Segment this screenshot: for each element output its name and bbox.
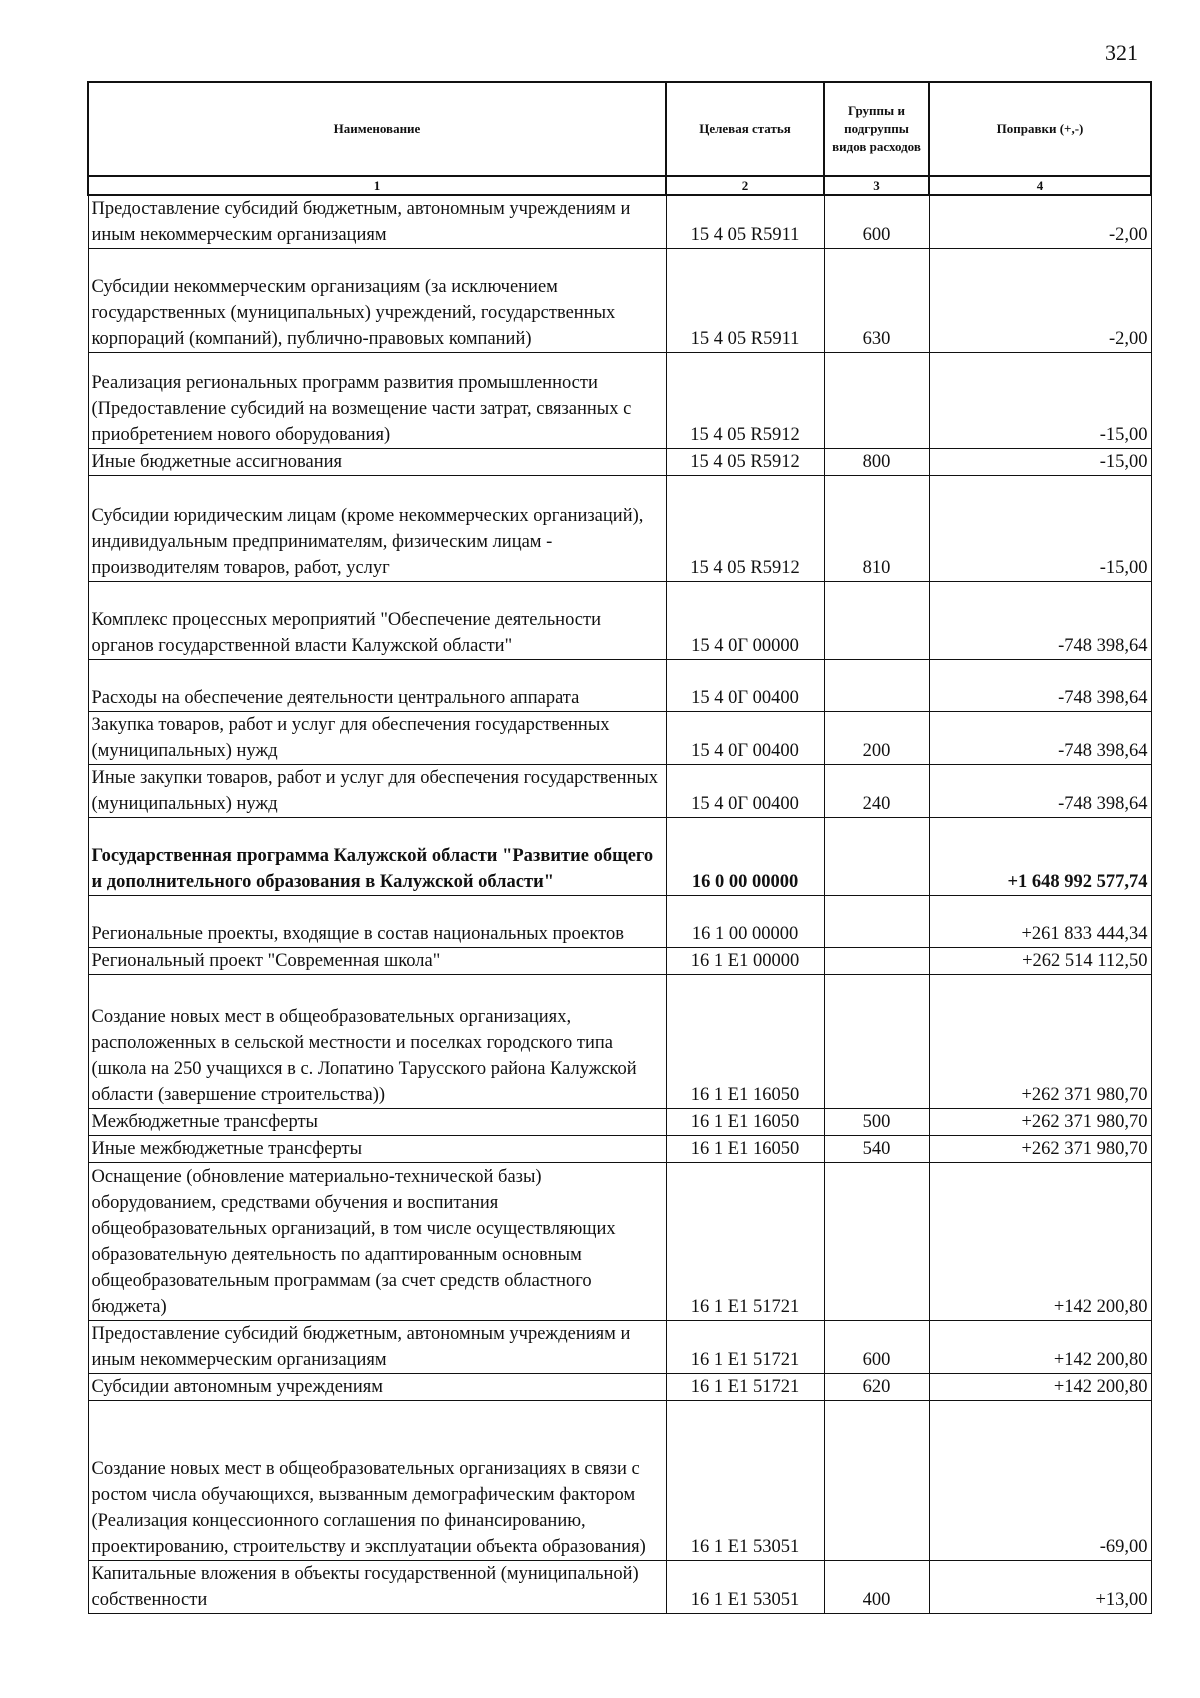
table-row (88, 660, 1151, 712)
table-header-row (88, 82, 1151, 176)
row-amendment: +262 371 980,70 (929, 1136, 1151, 1163)
row-amendment: +142 200,80 (929, 1163, 1151, 1321)
row-name: Иные закупки товаров, работ и услуг для обеспечения государственных (муниципальных) нужд (88, 765, 666, 818)
header-expense-groups: Группы и подгруппы видов расходов (824, 82, 929, 176)
row-amendment: -15,00 (929, 353, 1151, 449)
row-name: Реализация региональных программ развития промышленности (Предоставление субсидий на возмещение части затрат, связанных с приобретением нового оборудования) (88, 353, 666, 449)
column-number: 4 (929, 176, 1151, 195)
row-expense-group: 500 (824, 1109, 929, 1136)
table-row (88, 1401, 1151, 1561)
table-row (88, 249, 1151, 353)
row-expense-group (824, 1163, 929, 1321)
row-amendment: +142 200,80 (929, 1374, 1151, 1401)
row-expense-group (824, 975, 929, 1109)
row-expense-group: 620 (824, 1374, 929, 1401)
row-target-article: 15 4 05 R5912 (666, 476, 824, 582)
row-expense-group (824, 948, 929, 975)
table-row (88, 948, 1151, 975)
row-expense-group: 630 (824, 249, 929, 353)
row-expense-group (824, 582, 929, 660)
table-row (88, 712, 1151, 765)
row-expense-group: 800 (824, 449, 929, 476)
row-target-article: 16 1 E1 53051 (666, 1561, 824, 1614)
table-row (88, 896, 1151, 948)
row-name: Региональные проекты, входящие в состав национальных проектов (88, 896, 666, 948)
row-target-article: 15 4 0Г 00400 (666, 660, 824, 712)
column-number: 3 (824, 176, 929, 195)
table-row (88, 195, 1151, 249)
row-name: Закупка товаров, работ и услуг для обеспечения государственных (муниципальных) нужд (88, 712, 666, 765)
header-name: Наименование (88, 82, 666, 176)
row-amendment: -748 398,64 (929, 765, 1151, 818)
table-row (88, 449, 1151, 476)
row-amendment: +262 371 980,70 (929, 975, 1151, 1109)
row-amendment: +142 200,80 (929, 1321, 1151, 1374)
row-target-article: 16 1 E1 16050 (666, 1136, 824, 1163)
row-target-article: 16 1 E1 53051 (666, 1401, 824, 1561)
table-row (88, 1321, 1151, 1374)
row-target-article: 16 1 E1 51721 (666, 1374, 824, 1401)
row-name: Капитальные вложения в объекты государственной (муниципальной) собственности (88, 1561, 666, 1614)
row-amendment: -748 398,64 (929, 582, 1151, 660)
row-amendment: -748 398,64 (929, 712, 1151, 765)
row-amendment: -69,00 (929, 1401, 1151, 1561)
table-row (88, 765, 1151, 818)
table-row (88, 476, 1151, 582)
row-expense-group: 540 (824, 1136, 929, 1163)
row-name: Предоставление субсидий бюджетным, автономным учреждениям и иным некоммерческим организациям (88, 195, 666, 249)
page-number: 321 (1105, 40, 1138, 65)
row-name: Государственная программа Калужской области "Развитие общего и дополнительного образования в Калужской области" (88, 818, 666, 896)
row-name: Субсидии юридическим лицам (кроме некоммерческих организаций), индивидуальным предпринимателям, физическим лицам - производителям товаров, работ, услуг (88, 476, 666, 582)
row-expense-group (824, 818, 929, 896)
row-target-article: 16 1 E1 00000 (666, 948, 824, 975)
row-target-article: 16 0 00 00000 (666, 818, 824, 896)
row-target-article: 16 1 E1 51721 (666, 1321, 824, 1374)
row-amendment: -2,00 (929, 195, 1151, 249)
row-name: Региональный проект "Современная школа" (88, 948, 666, 975)
row-target-article: 15 4 05 R5911 (666, 195, 824, 249)
row-name: Иные межбюджетные трансферты (88, 1136, 666, 1163)
table-row (88, 582, 1151, 660)
header-amendments: Поправки (+,-) (929, 82, 1151, 176)
row-expense-group: 810 (824, 476, 929, 582)
row-target-article: 16 1 E1 16050 (666, 1109, 824, 1136)
row-amendment: -15,00 (929, 476, 1151, 582)
row-expense-group: 240 (824, 765, 929, 818)
row-name: Субсидии некоммерческим организациям (за исключением государственных (муниципальных) учреждений, государственных корпораций (компаний), публично-правовых компаний) (88, 249, 666, 353)
row-amendment: +261 833 444,34 (929, 896, 1151, 948)
row-name: Создание новых мест в общеобразовательных организациях, расположенных в сельской местности и поселках городского типа (школа на 250 учащихся в с. Лопатино Тарусского района Калужской области (завершение строительства)) (88, 975, 666, 1109)
row-amendment: +1 648 992 577,74 (929, 818, 1151, 896)
row-target-article: 16 1 E1 51721 (666, 1163, 824, 1321)
row-target-article: 15 4 05 R5912 (666, 449, 824, 476)
table-row-program-total (88, 818, 1151, 896)
row-expense-group (824, 896, 929, 948)
row-amendment: -15,00 (929, 449, 1151, 476)
budget-amendments-table (87, 81, 1152, 1614)
header-target-article: Целевая статья (666, 82, 824, 176)
row-expense-group (824, 353, 929, 449)
column-number: 1 (88, 176, 666, 195)
row-amendment: -2,00 (929, 249, 1151, 353)
row-name: Оснащение (обновление материально-технической базы) оборудованием, средствами обучения и воспитания общеобразовательных организаций, в том числе осуществляющих образовательную деятельность по адаптированным основным общеобразовательным программам (за счет средств областного бюджета) (88, 1163, 666, 1321)
row-target-article: 16 1 E1 16050 (666, 975, 824, 1109)
row-amendment: +262 514 112,50 (929, 948, 1151, 975)
row-amendment: +262 371 980,70 (929, 1109, 1151, 1136)
row-expense-group (824, 660, 929, 712)
row-name: Создание новых мест в общеобразовательных организациях в связи с ростом числа обучающихся, вызванным демографическим фактором (Реализация концессионного соглашения по финансированию, проектированию, строительству и эксплуатации объекта образования) (88, 1401, 666, 1561)
row-target-article: 15 4 05 R5912 (666, 353, 824, 449)
column-number-row (88, 176, 1151, 195)
row-target-article: 15 4 0Г 00400 (666, 765, 824, 818)
row-target-article: 15 4 0Г 00400 (666, 712, 824, 765)
table-row (88, 1561, 1151, 1614)
table-row (88, 353, 1151, 449)
row-target-article: 16 1 00 00000 (666, 896, 824, 948)
row-target-article: 15 4 05 R5911 (666, 249, 824, 353)
row-name: Предоставление субсидий бюджетным, автономным учреждениям и иным некоммерческим организациям (88, 1321, 666, 1374)
row-expense-group: 600 (824, 1321, 929, 1374)
table-row (88, 1374, 1151, 1401)
row-name: Межбюджетные трансферты (88, 1109, 666, 1136)
table-row (88, 975, 1151, 1109)
row-amendment: +13,00 (929, 1561, 1151, 1614)
row-amendment: -748 398,64 (929, 660, 1151, 712)
table-row (88, 1109, 1151, 1136)
row-expense-group (824, 1401, 929, 1561)
row-name: Иные бюджетные ассигнования (88, 449, 666, 476)
row-expense-group: 400 (824, 1561, 929, 1614)
column-number: 2 (666, 176, 824, 195)
row-name: Расходы на обеспечение деятельности центрального аппарата (88, 660, 666, 712)
row-expense-group: 200 (824, 712, 929, 765)
row-name: Комплекс процессных мероприятий "Обеспечение деятельности органов государственной власти Калужской области" (88, 582, 666, 660)
table-row (88, 1136, 1151, 1163)
row-name: Субсидии автономным учреждениям (88, 1374, 666, 1401)
row-expense-group: 600 (824, 195, 929, 249)
row-target-article: 15 4 0Г 00000 (666, 582, 824, 660)
table-row (88, 1163, 1151, 1321)
